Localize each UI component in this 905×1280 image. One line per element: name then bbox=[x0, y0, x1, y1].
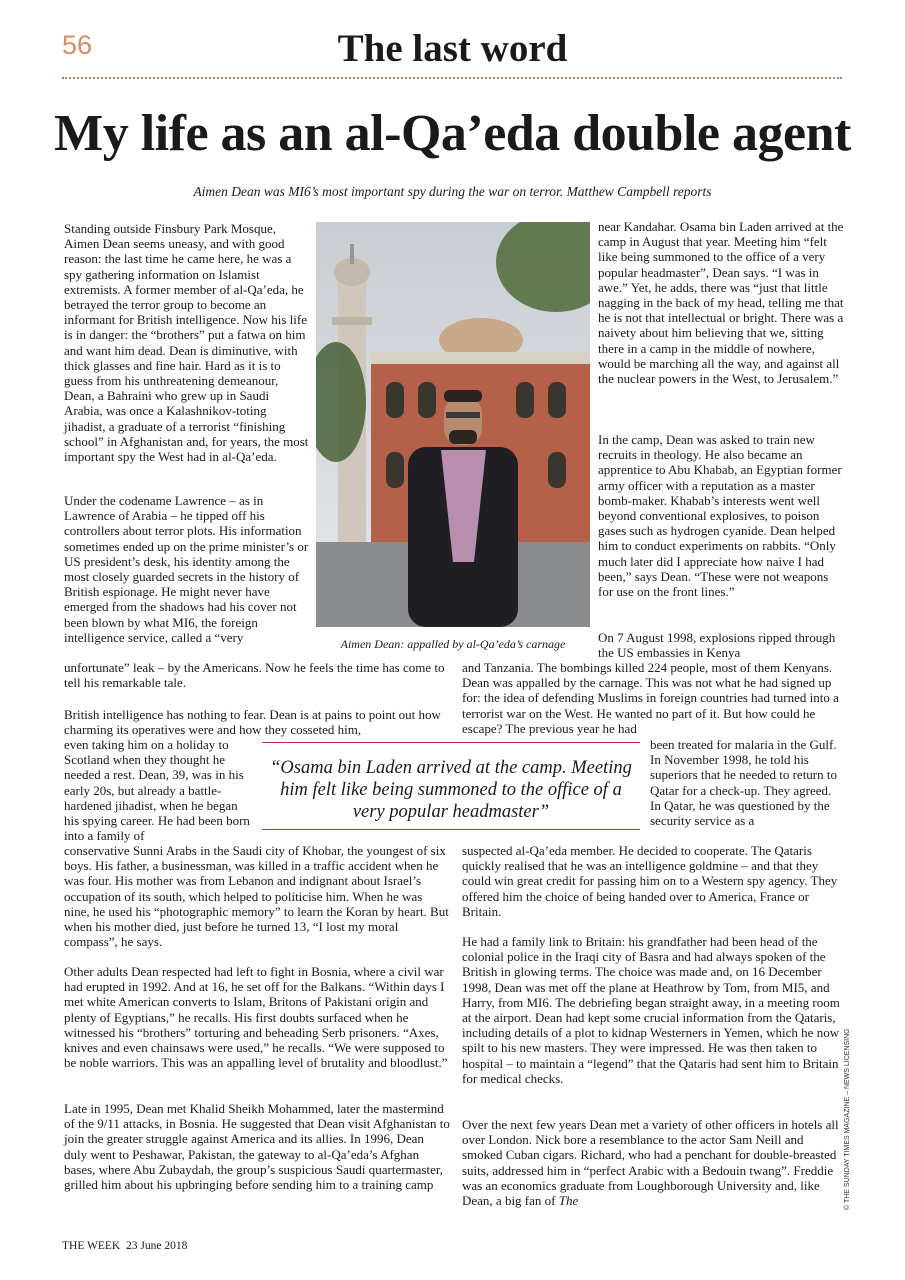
body-paragraph-r5: Over the next few years Dean met a variety of other officers in hotels all over London. Nick bore a resemblance to the actor Sam Neill and smoked Cuban cigars. Richard, who had a penchant for double-breasted suits, addressed him in “perfect Arabic with a Bedouin twang”. Freddie was an economics graduate from Loughborough University and, like Dean, a big fan of The bbox=[462, 1117, 839, 1209]
body-paragraph-3b: even taking him on a holiday to Scotland when they thought he needed a rest. Dean, 39, was in his early 20s, but already a battle-hardened jihadist, when he began his spying career. He had been born into a family of bbox=[64, 737, 250, 844]
footer-date: 23 June 2018 bbox=[125, 1240, 188, 1252]
pullquote-rule-bottom bbox=[262, 829, 640, 830]
pullquote-rule-top bbox=[262, 742, 640, 743]
portrait-photo bbox=[316, 222, 590, 627]
headline: My life as an al-Qa’eda double agent bbox=[54, 105, 851, 162]
body-paragraph-5: Late in 1995, Dean met Khalid Sheikh Mohammed, later the mastermind of the 9/11 attacks, in Bosnia. He suggested that Dean visit Afghanistan to join the greater struggle against America and its allies. In 1996, Dean duly went to Peshawar, Pakistan, the gateway to al-Qa’eda’s Afghan bases, where Abu Zubaydah, the group’s suspicious Saudi quartermaster, grilled him about his upbringing before sending him to a training camp bbox=[64, 1101, 450, 1193]
body-paragraph-r2: In the camp, Dean was asked to train new recruits in theology. He also became an apprentice to Abu Khabab, an Egyptian former army officer with a reputation as a master bomb-maker. Khabab’s interests went well beyond conventional explosives, to poison gases such as hydrogen cyanide. Dean helped him to conduct experiments on rabbits. “Only much later did I appreciate how naive I had been,” says Dean. “These were not weapons for use on the front lines.” bbox=[598, 432, 842, 600]
page-number: 56 bbox=[62, 30, 93, 60]
body-paragraph-1: Standing outside Finsbury Park Mosque, Aimen Dean seems uneasy, and with good reason: the last time he came here, he was a spy gathering information on Islamist extremists. A former member of al-Qa’eda, he betrayed the terror group to become an informant for British intelligence. Now his life is in danger: the “brothers” put a fatwa on him and want him dead. Dean is diminutive, with thick glasses and fine hair. Hard as it is to guess from his unthreatening demeanour, Dean, a Bahraini who grew up in Saudi Arabia, was once a Kalashnikov-toting jihadist, a graduate of a terrorist “finishing school” in Afghanistan and, for years, the most important spy the West had in al-Qa’eda. bbox=[64, 221, 309, 465]
photo-caption: Aimen Dean: appalled by al-Qa’eda’s carnage bbox=[340, 637, 566, 651]
image-credit: © THE SUNDAY TIMES MAGAZINE – NEWS LICENSING bbox=[844, 1028, 851, 1210]
header-divider bbox=[62, 77, 842, 79]
body-paragraph-r3b: and Tanzania. The bombings killed 224 people, most of them Kenyans. Dean was appalled by the carnage. This was not what he had signed up for: the idea of defending Muslims in foreign countries had turned into a terrorist war on the West. He wanted no part of it. But how could he escape? The previous year he had bbox=[462, 660, 839, 736]
section-title: The last word bbox=[337, 27, 568, 70]
body-paragraph-3c: conservative Sunni Arabs in the Saudi city of Khobar, the youngest of six boys. His father, a businessman, was killed in a traffic accident when he was four. His mother was from Lebanon and indignant about Israel’s occupation of its south, which helped to politicise him. When he was nine, he used his “photographic memory” to learn the Koran by heart. But when his mother died, just before he turned 13, “I lost my moral compass”, he says. bbox=[64, 843, 449, 950]
body-paragraph-r3a: On 7 August 1998, explosions ripped through the US embassies in Kenya bbox=[598, 630, 836, 661]
body-paragraph-r3c: been treated for malaria in the Gulf. In November 1998, he told his superiors that he needed to return to Qatar for a check-up. They agreed. In Qatar, he was questioned by the security service as a bbox=[650, 737, 837, 829]
body-paragraph-3a: British intelligence has nothing to fear. Dean is at pains to point out how charming its operatives were and how they cosseted him, bbox=[64, 707, 441, 738]
body-paragraph-r3d: suspected al-Qa’eda member. He decided to cooperate. The Qataris quickly realised that he was an intelligence goldmine – and that they could win great credit for passing him on to a Western spy agency. They offered him the choice of being handed over to America, France or Britain. bbox=[462, 843, 838, 919]
body-paragraph-4: Other adults Dean respected had left to fight in Bosnia, where a civil war had erupted in 1992. And at 16, he set off for the Balkans. “Within days I met white American converts to Islam, Britons of Pakistani origin and plenty of Egyptians,” he recalls. His first doubts surfaced when he witnessed his “brothers” torturing and beheading Serb prisoners. “Axes, knives and even chainsaws were used,” he recalls. “We were supposed to be noble warriors. This was an appalling level of brutality and bloodlust.” bbox=[64, 964, 448, 1071]
body-paragraph-2b: unfortunate” leak – by the Americans. Now he feels the time has come to tell his remarkable tale. bbox=[64, 660, 445, 691]
footer bbox=[62, 1240, 187, 1252]
standfirst: Aimen Dean was MI6’s most important spy during the war on terror. Matthew Campbell reports bbox=[193, 184, 712, 199]
photo-illustration bbox=[316, 222, 590, 627]
body-paragraph-r1: near Kandahar. Osama bin Laden arrived at the camp in August that year. Meeting him “felt like being summoned to the office of a very popular headmaster”, Dean says. “I was in awe.” Yet, he adds, there was “just that little nagging in the back of my head, telling me that he is not that intellectual or bright. There was a naivety about him believing that we, sitting there in a camp in the middle of nowhere, would be marching all the way, and against all the nuclear powers in the West, to Jerusalem.” bbox=[598, 219, 844, 387]
footer-publication: THE WEEK bbox=[62, 1240, 121, 1252]
pull-quote: “Osama bin Laden arrived at the camp. Meeting him felt like being summoned to the office of a very popular headmaster” bbox=[270, 758, 632, 822]
body-paragraph-r4: He had a family link to Britain: his grandfather had been head of the colonial police in the Iraqi city of Basra and had always spoken of the British in glowing terms. The choice was made and, on 16 December 1998, Dean was met off the plane at Heathrow by Tom, from MI5, and Harry, from MI6. The debriefing began straight away, in a meeting room at the airport. Dean had kept some crucial information from the Qataris, including details of a plot to kidnap Westerners in Yemen, which he now spilt to his new masters. They were impressed. He was then taken to hospital – to maintain a “legend” that the Qataris had sent him to Britain for medical checks. bbox=[462, 934, 840, 1086]
body-paragraph-2a: Under the codename Lawrence – as in Lawrence of Arabia – he tipped off his controllers about terror plots. His information sometimes ended up on the prime minister’s or US president’s desk, his identity among the most closely guarded secrets in the history of British espionage. He might never have emerged from the shadows had his cover not been blown by what MI6, the foreign intelligence service, called a “very bbox=[64, 493, 309, 645]
